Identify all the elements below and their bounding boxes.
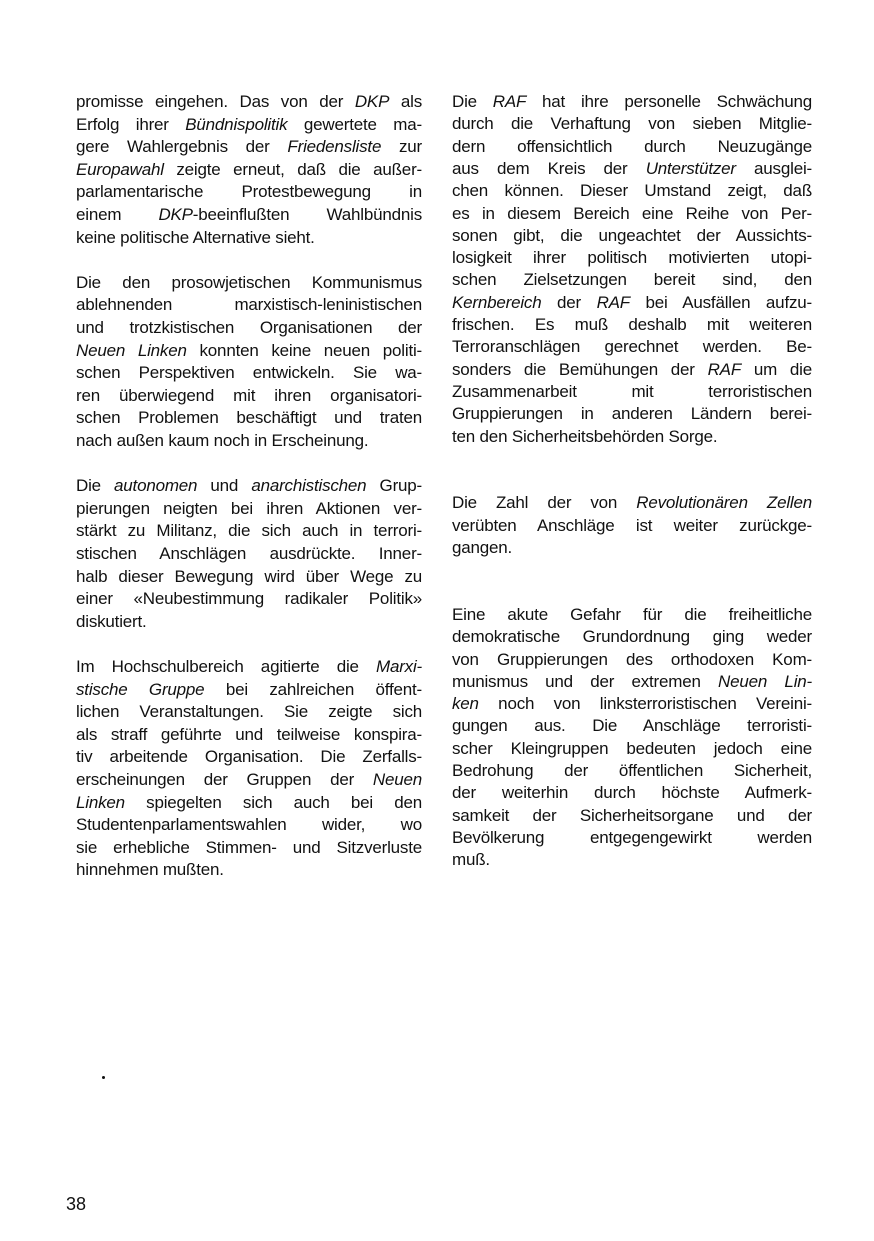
text-run: ablehnenden marxistisch-leninistischen xyxy=(76,295,422,315)
text-line xyxy=(76,430,368,452)
text-line xyxy=(76,136,422,158)
text-line xyxy=(452,359,812,381)
italic-term: stische Gruppe xyxy=(76,679,205,699)
text-run: lichen Veranstaltungen. Sie zeigte sich xyxy=(76,702,422,722)
text-run: Bevölkerung entgegengewirkt werden xyxy=(452,827,812,847)
italic-term: anarchistischen xyxy=(251,476,367,496)
stray-mark xyxy=(102,1076,105,1079)
italic-term: ken xyxy=(452,694,479,714)
text-run: Im Hochschulbereich agitierte die xyxy=(76,657,376,676)
text-line xyxy=(76,837,422,859)
text-line xyxy=(76,114,422,136)
text-line xyxy=(76,385,422,407)
text-run: gangen. xyxy=(452,538,513,557)
text-run: zur xyxy=(381,137,422,157)
text-run: noch von linksterroristischen Vereini- xyxy=(478,694,812,714)
text-line xyxy=(452,426,717,448)
text-line xyxy=(452,336,812,358)
text-line xyxy=(452,849,490,871)
text-line xyxy=(452,180,812,202)
text-run: chen können. Dieser Umstand zeigt, daß xyxy=(452,181,812,201)
text-run: tiv arbeitende Organisation. Die Zerfalls- xyxy=(76,747,422,767)
italic-term: Neuen Linken xyxy=(76,340,187,360)
text-line xyxy=(76,362,422,384)
text-run: Gruppierungen in anderen Ländern berei- xyxy=(452,404,812,424)
text-run: gungen aus. Die Anschläge terroristi- xyxy=(452,716,812,736)
text-line xyxy=(452,515,812,537)
text-run: Terroranschlägen gerechnet werden. Be- xyxy=(452,337,812,357)
italic-term: Bündnispolitik xyxy=(185,114,288,134)
text-run: der weiterhin durch höchste Aufmerk- xyxy=(452,783,812,803)
text-run: parlamentarische Protestbewegung in xyxy=(76,182,422,202)
text-line xyxy=(452,158,812,180)
text-run: Grup- xyxy=(366,476,423,496)
text-line xyxy=(76,272,422,294)
text-run: durch die Verhaftung von sieben Mitglie- xyxy=(452,114,812,134)
text-run: als xyxy=(389,92,422,111)
text-line xyxy=(452,91,812,113)
text-line xyxy=(452,403,812,425)
text-run: ausglei- xyxy=(735,158,812,178)
text-line xyxy=(452,269,812,291)
text-run: nach außen kaum noch in Erscheinung. xyxy=(76,431,369,450)
text-run: Eine akute Gefahr für die freiheitliche xyxy=(452,604,812,624)
text-line xyxy=(76,701,422,723)
text-line xyxy=(452,247,812,269)
text-run: spiegelten sich auch bei den xyxy=(124,792,422,812)
text-run: und xyxy=(197,476,252,496)
text-run: ten den Sicherheitsbehörden Sorge. xyxy=(452,426,718,446)
text-run: samkeit der Sicherheitsorgane und der xyxy=(452,805,812,825)
text-line xyxy=(452,492,812,514)
text-line xyxy=(76,859,224,881)
text-run: Bedrohung der öffentlichen Sicherheit, xyxy=(452,761,812,780)
text-run: sie erhebliche Stimmen- und Sitzverluste xyxy=(76,837,422,857)
text-line xyxy=(76,407,422,429)
italic-term: Neuen Lin- xyxy=(718,671,812,691)
text-line xyxy=(76,498,422,520)
text-line xyxy=(76,543,422,565)
italic-term: Linken xyxy=(76,792,125,812)
text-line xyxy=(76,317,422,339)
italic-term: Europawahl xyxy=(76,159,164,179)
text-line xyxy=(76,340,422,362)
text-line xyxy=(76,204,422,226)
text-line xyxy=(452,604,812,626)
text-line xyxy=(452,626,812,648)
text-line xyxy=(452,225,812,247)
text-run: Die xyxy=(452,92,493,111)
text-line xyxy=(452,292,812,314)
text-run: Zusammenarbeit mit terroristischen xyxy=(452,381,812,401)
text-line xyxy=(76,611,147,633)
italic-term: Friedensliste xyxy=(287,137,382,157)
text-line xyxy=(76,746,422,768)
text-run: bei zahlreichen öffent- xyxy=(204,679,422,699)
text-run: sonders die Bemühungen der xyxy=(452,359,708,379)
italic-term: autonomen xyxy=(114,476,198,496)
text-run: einer «Neubestimmung radikaler Politik» xyxy=(76,589,422,609)
text-run: aus dem Kreis der xyxy=(452,158,646,178)
text-run: und trotzkistischen Organisationen der xyxy=(76,318,422,337)
text-run: konnten keine neuen politi- xyxy=(186,340,423,360)
text-line xyxy=(452,671,812,693)
text-line xyxy=(452,738,812,760)
text-run: diskutiert. xyxy=(76,611,147,631)
text-run: frischen. Es muß deshalb mit weiteren xyxy=(452,315,812,334)
text-line xyxy=(452,314,812,336)
text-run: einem xyxy=(76,205,159,224)
text-run: munismus und der extremen xyxy=(452,671,719,691)
text-run: gere Wahlergebnis der xyxy=(76,137,288,157)
text-line xyxy=(452,827,812,849)
italic-term: DKP xyxy=(354,92,390,111)
text-run: hat ihre personelle Schwächung xyxy=(526,92,812,111)
text-run: bei Ausfällen aufzu- xyxy=(629,292,812,312)
italic-term: Neuen xyxy=(372,770,422,789)
text-run: als straff geführte und teilweise konspira- xyxy=(76,724,422,744)
text-line xyxy=(76,792,422,814)
text-line xyxy=(76,679,422,701)
text-line xyxy=(452,537,512,559)
text-line xyxy=(76,814,422,836)
text-run: promisse eingehen. Das von der xyxy=(76,92,355,111)
text-line xyxy=(452,203,812,225)
text-run: gewertete ma- xyxy=(287,114,422,134)
text-run: sonen gibt, die ungeachtet der Aussichts- xyxy=(452,225,812,245)
italic-term: Revolutionären Zellen xyxy=(636,493,812,513)
text-run: Die xyxy=(76,476,115,496)
text-run: losigkeit ihrer politisch motivierten utopi- xyxy=(452,248,812,268)
text-line xyxy=(76,588,422,610)
text-run: schen Perspektiven entwickeln. Sie wa- xyxy=(76,363,422,383)
text-run: demokratische Grundordnung ging weder xyxy=(452,627,812,647)
text-run: Die Zahl der von xyxy=(452,493,637,513)
text-line xyxy=(452,805,812,827)
italic-term: RAF xyxy=(492,92,527,111)
text-run: der xyxy=(541,292,597,312)
text-line xyxy=(452,136,812,158)
text-line xyxy=(76,227,315,249)
text-run: Die den prosowjetischen Kommunismus xyxy=(76,272,422,292)
text-run: stärkt zu Militanz, die sich auch in terrori- xyxy=(76,521,422,541)
text-line xyxy=(76,566,422,588)
text-line xyxy=(76,656,422,678)
text-run: Erfolg ihrer xyxy=(76,114,186,134)
text-run: verübten Anschläge ist weiter zurückge- xyxy=(452,515,812,535)
page-number: 38 xyxy=(66,1194,87,1214)
text-line xyxy=(76,769,422,791)
text-line xyxy=(452,693,812,715)
text-run: zeigte erneut, daß die außer- xyxy=(163,159,422,179)
text-line xyxy=(452,649,812,671)
text-run: pierungen neigten bei ihren Aktionen ver- xyxy=(76,498,422,518)
text-line xyxy=(76,159,422,181)
text-run: muß. xyxy=(452,850,490,870)
text-line xyxy=(452,760,812,782)
text-run: von Gruppierungen des orthodoxen Kom- xyxy=(452,649,812,669)
italic-term: Marxi- xyxy=(375,657,422,676)
text-run: schen Zielsetzungen bereit sind, den xyxy=(452,270,812,290)
text-line xyxy=(452,113,812,135)
text-run: hinnehmen mußten. xyxy=(76,860,224,880)
text-run: schen Problemen beschäftigt und traten xyxy=(76,408,422,428)
text-run: erscheinungen der Gruppen der xyxy=(76,770,373,789)
italic-term: Unterstützer xyxy=(645,158,736,178)
text-run: -beeinflußten Wahlbündnis xyxy=(192,205,422,224)
text-line xyxy=(76,724,422,746)
text-line xyxy=(452,381,812,403)
text-run: dern offensichtlich durch Neuzugänge xyxy=(452,136,812,156)
text-line xyxy=(76,520,422,542)
italic-term: DKP xyxy=(158,205,193,224)
italic-term: Kernbereich xyxy=(452,292,542,312)
text-run: scher Kleingruppen bedeuten jedoch eine xyxy=(452,738,812,758)
text-line xyxy=(76,181,422,203)
text-run: es in diesem Bereich eine Reihe von Per- xyxy=(452,203,812,223)
text-run: halb dieser Bewegung wird über Wege zu xyxy=(76,566,422,586)
text-run: Studentenparlamentswahlen wider, wo xyxy=(76,815,422,835)
italic-term: RAF xyxy=(707,359,742,379)
text-run: keine politische Alternative sieht. xyxy=(76,227,315,247)
text-line xyxy=(452,782,812,804)
text-run: ren überwiegend mit ihren organisatori- xyxy=(76,385,422,405)
text-run: um die xyxy=(741,359,812,379)
text-line xyxy=(452,715,812,737)
text-run: stischen Anschlägen ausdrückte. Inner- xyxy=(76,544,422,563)
text-line xyxy=(76,294,422,316)
text-line xyxy=(76,91,422,113)
italic-term: RAF xyxy=(596,292,630,312)
text-line xyxy=(76,475,422,497)
